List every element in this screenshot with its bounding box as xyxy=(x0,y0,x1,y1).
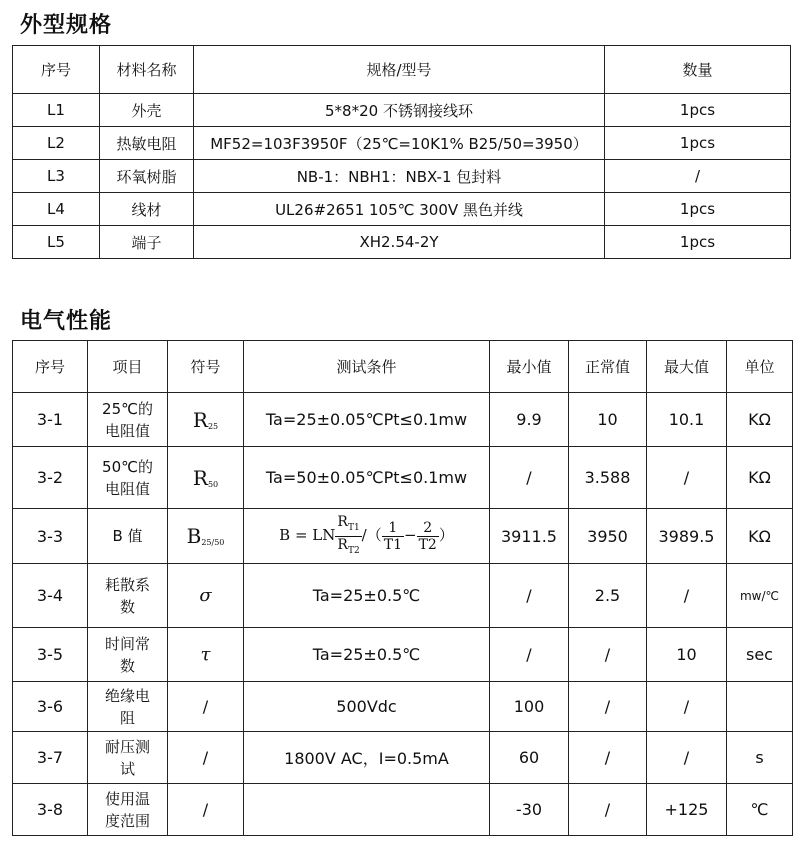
table-header-row xyxy=(13,341,793,393)
table-header-row xyxy=(13,46,791,94)
cell-unit: KΩ xyxy=(727,393,793,447)
cell-index: 3-1 xyxy=(13,393,88,447)
table-row xyxy=(13,628,793,682)
cell-unit: KΩ xyxy=(727,509,793,564)
cell-item: 使用温 度范围 xyxy=(88,784,168,836)
cell-qty: / xyxy=(605,160,791,193)
resistance-symbol: $R_{50}$ xyxy=(192,465,219,490)
cell-max: 3989.5 xyxy=(647,509,727,564)
header-qty: 数量 xyxy=(605,46,791,94)
cell-material: 环氧树脂 xyxy=(100,160,194,193)
cell-typ: 3.588 xyxy=(569,447,647,509)
cell-symbol: / xyxy=(168,732,244,784)
cell-index: 3-8 xyxy=(13,784,88,836)
cell-unit: KΩ xyxy=(727,447,793,509)
cell-typ: 10 xyxy=(569,393,647,447)
cell-material: 端子 xyxy=(100,226,194,259)
cell-item: B 值 xyxy=(88,509,168,564)
header-index: 序号 xyxy=(13,46,100,94)
cell-condition: Ta=50±0.05℃Pt≤0.1mw xyxy=(244,447,490,509)
table-row xyxy=(13,226,791,259)
cell-index: 3-7 xyxy=(13,732,88,784)
cell-max: / xyxy=(647,682,727,732)
header-index: 序号 xyxy=(13,341,88,393)
table-row xyxy=(13,447,793,509)
cell-spec: UL26#2651 105℃ 300V 黑色并线 xyxy=(194,193,605,226)
cell-index: L3 xyxy=(13,160,100,193)
cell-unit: ℃ xyxy=(727,784,793,836)
appearance-spec-table xyxy=(12,45,791,259)
cell-typ: 2.5 xyxy=(569,564,647,628)
cell-condition: Ta=25±0.5℃ xyxy=(244,564,490,628)
cell-spec: MF52=103F3950F（25℃=10K1% B25/50=3950） xyxy=(194,127,605,160)
cell-symbol xyxy=(168,628,244,682)
cell-index: L5 xyxy=(13,226,100,259)
cell-index: 3-2 xyxy=(13,447,88,509)
cell-index: L2 xyxy=(13,127,100,160)
cell-condition xyxy=(244,784,490,836)
table-row xyxy=(13,509,793,564)
cell-material: 热敏电阻 xyxy=(100,127,194,160)
cell-condition: Ta=25±0.05℃Pt≤0.1mw xyxy=(244,393,490,447)
cell-min: 100 xyxy=(490,682,569,732)
header-typ: 正常值 xyxy=(569,341,647,393)
b-value-formula: B = LN $\frac{R_{T1}}{R_{T2}}$ /（ $\frac{1}{T1}$ − $\frac{2}{T2}$ ） xyxy=(279,513,454,556)
header-material: 材料名称 xyxy=(100,46,194,94)
tau-symbol: τ xyxy=(200,644,211,665)
table-row xyxy=(13,564,793,628)
header-min: 最小值 xyxy=(490,341,569,393)
cell-spec: XH2.54-2Y xyxy=(194,226,605,259)
cell-unit: s xyxy=(727,732,793,784)
cell-index: 3-6 xyxy=(13,682,88,732)
cell-min: -30 xyxy=(490,784,569,836)
cell-index: L1 xyxy=(13,94,100,127)
cell-typ: / xyxy=(569,784,647,836)
cell-symbol: / xyxy=(168,784,244,836)
cell-item: 耗散系 数 xyxy=(88,564,168,628)
section-title-electrical: 电气性能 xyxy=(20,309,113,334)
cell-typ: / xyxy=(569,732,647,784)
cell-symbol xyxy=(168,564,244,628)
cell-symbol xyxy=(168,447,244,509)
cell-max: / xyxy=(647,732,727,784)
cell-item: 耐压测 试 xyxy=(88,732,168,784)
cell-min: 3911.5 xyxy=(490,509,569,564)
resistance-symbol: $R_{25}$ xyxy=(192,407,219,432)
cell-min: / xyxy=(490,447,569,509)
cell-condition: 500Vdc xyxy=(244,682,490,732)
cell-index: 3-4 xyxy=(13,564,88,628)
cell-condition: 1800V AC，I=0.5mA xyxy=(244,732,490,784)
table-row xyxy=(13,193,791,226)
section-title-appearance: 外型规格 xyxy=(20,13,113,38)
cell-material: 外壳 xyxy=(100,94,194,127)
sigma-symbol: σ xyxy=(199,585,212,606)
cell-qty: 1pcs xyxy=(605,226,791,259)
header-symbol: 符号 xyxy=(168,341,244,393)
cell-unit: sec xyxy=(727,628,793,682)
electrical-performance-table xyxy=(12,340,793,836)
table-row xyxy=(13,682,793,732)
cell-max: 10.1 xyxy=(647,393,727,447)
table-row xyxy=(13,732,793,784)
cell-qty: 1pcs xyxy=(605,127,791,160)
header-condition: 测试条件 xyxy=(244,341,490,393)
cell-typ: 3950 xyxy=(569,509,647,564)
table-row xyxy=(13,127,791,160)
cell-index: 3-5 xyxy=(13,628,88,682)
cell-min: 60 xyxy=(490,732,569,784)
table-row xyxy=(13,160,791,193)
cell-item: 25℃的 电阻值 xyxy=(88,393,168,447)
cell-typ: / xyxy=(569,682,647,732)
b-value-symbol: $B_{25/50}$ xyxy=(186,524,225,548)
table-row xyxy=(13,94,791,127)
cell-material: 线材 xyxy=(100,193,194,226)
cell-min: / xyxy=(490,564,569,628)
cell-max: / xyxy=(647,564,727,628)
cell-max: 10 xyxy=(647,628,727,682)
cell-max: / xyxy=(647,447,727,509)
cell-spec: 5*8*20 不锈钢接线环 xyxy=(194,94,605,127)
header-max: 最大值 xyxy=(647,341,727,393)
table-row xyxy=(13,784,793,836)
cell-condition: Ta=25±0.5℃ xyxy=(244,628,490,682)
header-item: 项目 xyxy=(88,341,168,393)
cell-qty: 1pcs xyxy=(605,94,791,127)
cell-condition-formula xyxy=(244,509,490,564)
cell-symbol xyxy=(168,393,244,447)
cell-spec: NB-1：NBH1：NBX-1 包封料 xyxy=(194,160,605,193)
table-row xyxy=(13,393,793,447)
cell-item: 50℃的 电阻值 xyxy=(88,447,168,509)
header-spec: 规格/型号 xyxy=(194,46,605,94)
cell-item: 绝缘电 阻 xyxy=(88,682,168,732)
cell-min: / xyxy=(490,628,569,682)
cell-qty: 1pcs xyxy=(605,193,791,226)
cell-item: 时间常 数 xyxy=(88,628,168,682)
cell-symbol xyxy=(168,509,244,564)
cell-unit: mw/℃ xyxy=(727,564,793,628)
cell-min: 9.9 xyxy=(490,393,569,447)
cell-typ: / xyxy=(569,628,647,682)
cell-symbol: / xyxy=(168,682,244,732)
cell-index: L4 xyxy=(13,193,100,226)
cell-index: 3-3 xyxy=(13,509,88,564)
cell-max: +125 xyxy=(647,784,727,836)
cell-unit xyxy=(727,682,793,732)
header-unit: 单位 xyxy=(727,341,793,393)
